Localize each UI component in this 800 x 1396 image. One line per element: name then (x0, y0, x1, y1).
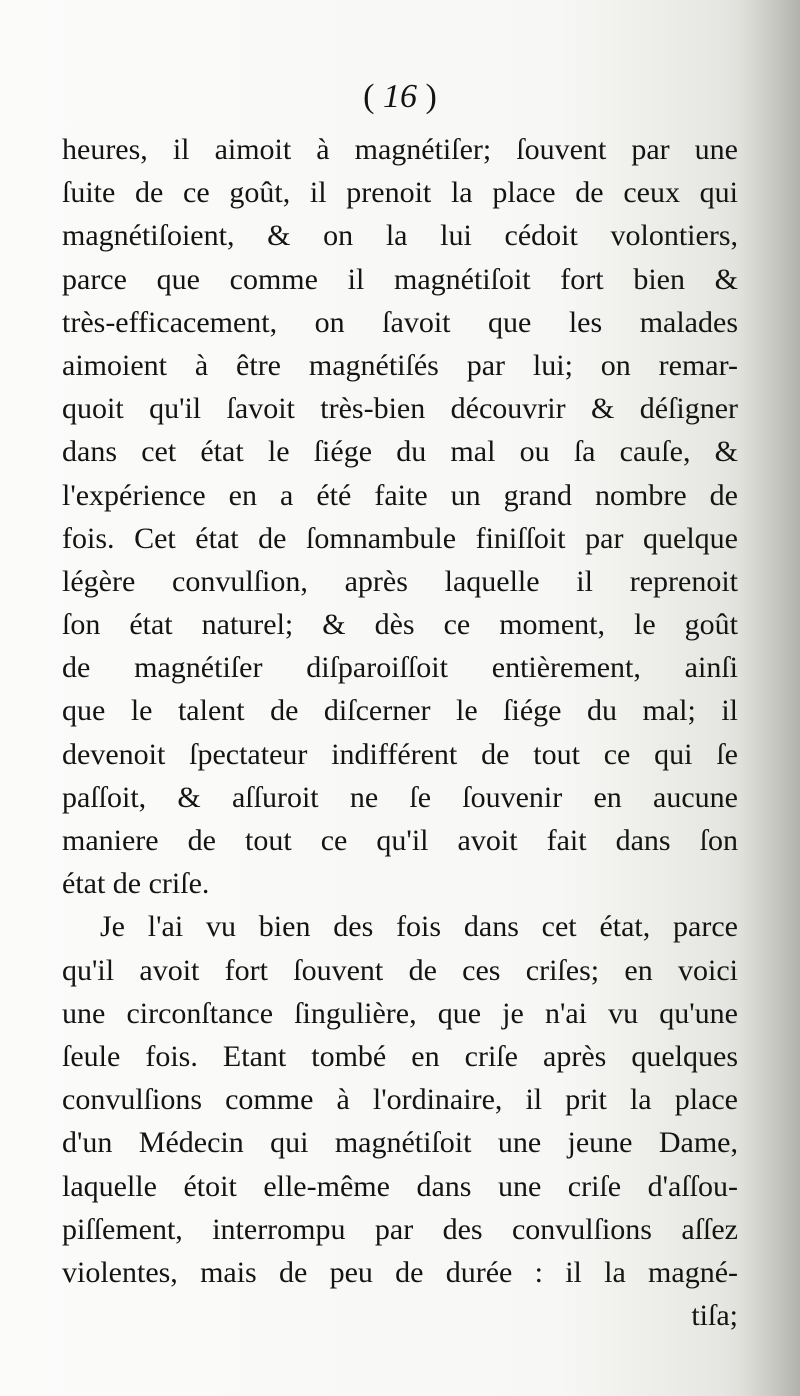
body-text (62, 128, 738, 1337)
page-edge-shadow (740, 0, 800, 1396)
text-line: magnétiſoient, & on la lui cédoit volontiers, (62, 219, 738, 253)
text-line: laquelle étoit elle-même dans une criſe d'aſſou- (62, 1169, 738, 1203)
text-line: ſon état naturel; & dès ce moment, le goût (62, 608, 738, 642)
text-line: violentes, mais de peu de durée : il la magné- (62, 1255, 738, 1289)
text-line: qu'il avoit fort ſouvent de ces criſes; en voici (62, 953, 738, 987)
text-line: quoit qu'il ſavoit très-bien découvrir & déſigner (62, 392, 738, 426)
text-line: que le talent de diſcerner le ſiége du mal; il (62, 694, 738, 728)
text-line: heures, il aimoit à magnétiſer; ſouvent par une (62, 133, 738, 166)
catchword: tiſa; (691, 1299, 738, 1333)
text-line: l'expérience en a été faite un grand nombre de (62, 478, 738, 512)
text-line: devenoit ſpectateur indifférent de tout ce qui ſe (62, 737, 738, 771)
text-line: de magnétiſer diſparoiſſoit entièrement, ainſi (62, 651, 738, 685)
page-number-paren-open: ( (363, 78, 375, 115)
text-line: légère convulſion, après laquelle il reprenoit (62, 564, 738, 598)
text-line: maniere de tout ce qu'il avoit fait dans ſon (62, 824, 738, 857)
text-line: aimoient à être magnétiſés par lui; on remar- (62, 348, 738, 382)
text-line: ſeule fois. Etant tombé en criſe après quelques (62, 1039, 738, 1073)
text-line: fois. Cet état de ſomnambule finiſſoit par quelque (62, 521, 738, 555)
text-line: piſſement, interrompu par des convulſions aſſez (62, 1212, 738, 1246)
text-line: d'un Médecin qui magnétiſoit une jeune Dame, (62, 1126, 738, 1160)
text-line: dans cet état le ſiége du mal ou ſa cauſe, & (62, 435, 738, 469)
page-number (0, 75, 800, 119)
page-number-value: 16 (383, 78, 417, 115)
page-number-paren-close: ) (425, 78, 437, 115)
paragraph-start-line: Je l'ai vu bien des fois dans cet état, parce (100, 910, 738, 944)
text-line: parce que comme il magnétiſoit fort bien & (62, 262, 738, 296)
text-line: très-efficacement, on ſavoit que les malades (62, 305, 738, 339)
text-line: une circonſtance ſingulière, que je n'ai vu qu'une (62, 996, 738, 1030)
text-line: convulſions comme à l'ordinaire, il prit la place (62, 1083, 738, 1117)
paragraph-end-line: état de criſe. (62, 867, 210, 901)
text-line: paſſoit, & aſſuroit ne ſe ſouvenir en aucune (62, 780, 738, 814)
text-line: ſuite de ce goût, il prenoit la place de ceux qui (62, 176, 738, 210)
